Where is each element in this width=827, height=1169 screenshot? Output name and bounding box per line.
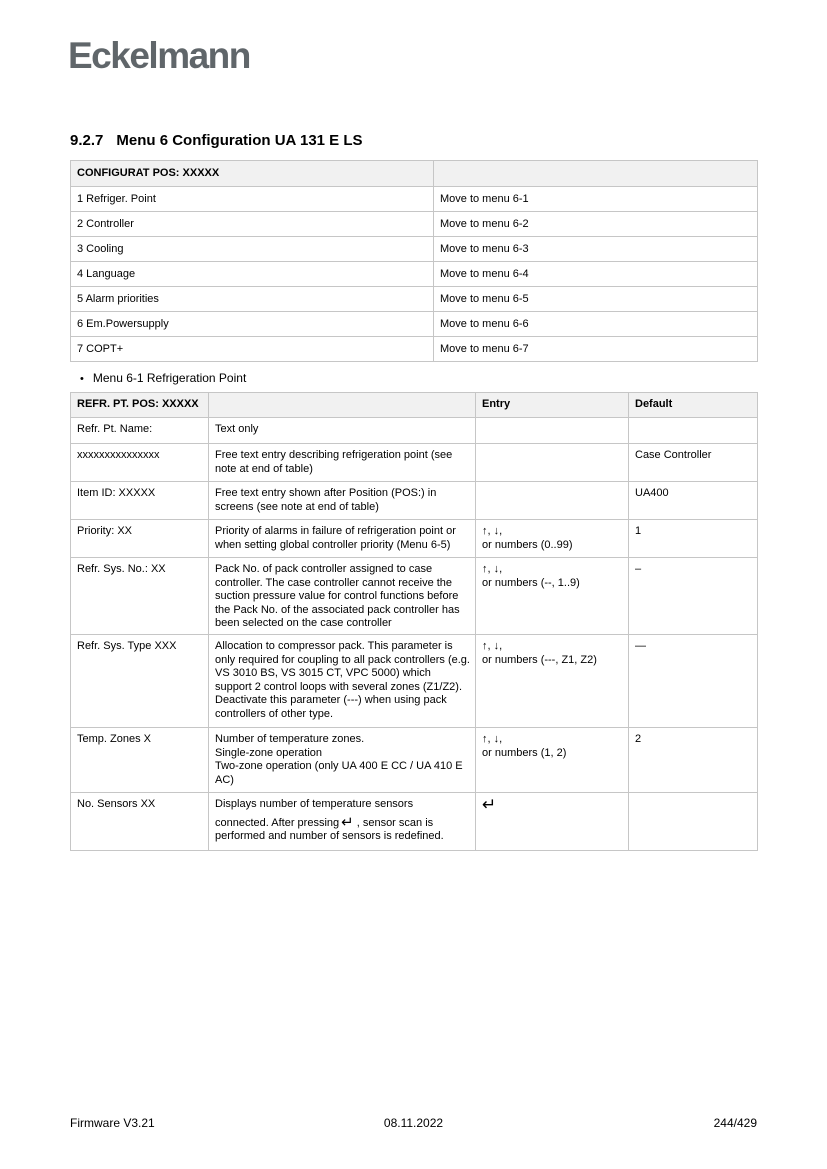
- description-line: Displays number of temperature sensors: [215, 798, 414, 810]
- param-entry: [476, 418, 629, 444]
- enter-key-icon: ↵: [482, 795, 497, 814]
- table-row: [71, 237, 758, 262]
- table-row: [71, 212, 758, 237]
- table-row: [71, 520, 758, 558]
- param-entry: [476, 793, 629, 851]
- param-entry: [476, 558, 629, 635]
- param-default: [629, 793, 758, 851]
- description-line: [215, 813, 470, 831]
- param-default: UA400: [629, 482, 758, 520]
- menu-item-action: Move to menu 6-2: [434, 212, 758, 237]
- param-default: Case Controller: [629, 444, 758, 482]
- param-description: Priority of alarms in failure of refrigeration point or when setting global controller priority (Menu 6-5): [209, 520, 476, 558]
- bullet-label: Menu 6-1 Refrigeration Point: [92, 371, 247, 385]
- table-row: [71, 558, 758, 635]
- param-name: xxxxxxxxxxxxxxx: [71, 444, 209, 482]
- description-line: Two-zone operation (only UA 400 E CC / UA 410 E AC): [215, 760, 463, 786]
- table-row: [71, 418, 758, 444]
- param-description: Free text entry shown after Position (POS:) in screens (see note at end of table): [209, 482, 476, 520]
- entry-range: or numbers (--, 1..9): [482, 576, 580, 589]
- param-name: Temp. Zones X: [71, 728, 209, 793]
- page-footer: [70, 1116, 757, 1130]
- param-default: —: [629, 635, 758, 728]
- param-entry: [476, 635, 629, 728]
- param-name: Refr. Sys. No.: XX: [71, 558, 209, 635]
- description-line: Single-zone operation: [215, 746, 323, 759]
- entry-range: or numbers (0..99): [482, 538, 573, 551]
- description-line: Number of temperature zones.: [215, 733, 365, 745]
- menu-item-action: Move to menu 6-4: [434, 262, 758, 287]
- section-number: 9.2.7: [70, 132, 104, 149]
- entry-keys: ↑, ↓,: [482, 525, 503, 537]
- config-table-header: CONFIGURAT POS: XXXXX: [71, 161, 434, 187]
- refr-table-header-entry: Entry: [476, 393, 629, 418]
- table-row: [71, 262, 758, 287]
- entry-keys: ↑, ↓,: [482, 640, 503, 652]
- table-row: [71, 793, 758, 851]
- menu-item-label: 5 Alarm priorities: [71, 287, 434, 312]
- menu-item-action: Move to menu 6-1: [434, 187, 758, 212]
- enter-key-icon: ↵: [341, 813, 354, 831]
- menu-item-action: Move to menu 6-7: [434, 337, 758, 362]
- config-table-header-row: [71, 161, 758, 187]
- table-row: [71, 635, 758, 728]
- refr-table-header-pos: REFR. PT. POS: XXXXX: [71, 393, 209, 418]
- param-entry: [476, 482, 629, 520]
- menu-item-action: Move to menu 6-6: [434, 312, 758, 337]
- section-title: Menu 6 Configuration UA 131 E LS: [116, 132, 363, 149]
- entry-keys: ↑, ↓,: [482, 733, 503, 745]
- param-description: Free text entry describing refrigeration point (see note at end of table): [209, 444, 476, 482]
- menu-item-label: 6 Em.Powersupply: [71, 312, 434, 337]
- param-entry: [476, 444, 629, 482]
- menu-item-label: 3 Cooling: [71, 237, 434, 262]
- table-row: [71, 287, 758, 312]
- table-row: [71, 187, 758, 212]
- param-description: [209, 728, 476, 793]
- param-description: Allocation to compressor pack. This parameter is only required for coupling to all pack controllers (e.g. VS 3010 BS, VS 3015 CT, VPC 5000) which support 2 control loops with several zones (Z1/Z2). Deactivate this parameter (---) when using pack controllers of other type.: [209, 635, 476, 728]
- param-default: [629, 418, 758, 444]
- menu-item-label: 7 COPT+: [71, 337, 434, 362]
- param-name: No. Sensors XX: [71, 793, 209, 851]
- refr-table-header-default: Default: [629, 393, 758, 418]
- description-line: performed and number of sensors is redefined.: [215, 830, 444, 842]
- page-date: 08.11.2022: [383, 1116, 444, 1130]
- menu-item-action: Move to menu 6-5: [434, 287, 758, 312]
- menu-item-label: 1 Refriger. Point: [71, 187, 434, 212]
- config-table-header-empty: [434, 161, 758, 187]
- menu-item-action: Move to menu 6-3: [434, 237, 758, 262]
- section-heading: [70, 132, 363, 149]
- param-name: Refr. Pt. Name:: [71, 418, 209, 444]
- description-text: , sensor scan is: [356, 816, 434, 829]
- description-text: connected. After pressing: [215, 816, 340, 829]
- refr-table-header-row: [71, 393, 758, 418]
- table-row: [71, 482, 758, 520]
- refrigeration-point-table: [70, 392, 758, 851]
- entry-range: or numbers (1, 2): [482, 746, 567, 759]
- eckelmann-logo: Eckelmann: [68, 35, 250, 76]
- param-description: Pack No. of pack controller assigned to case controller. The case controller cannot receive the suction pressure value for control functions before the Pack No. of the associated pack controller has been selected on the case controller: [209, 558, 476, 635]
- param-default: –: [629, 558, 758, 635]
- param-name: Refr. Sys. Type XXX: [71, 635, 209, 728]
- table-row: [71, 312, 758, 337]
- table-row: [71, 728, 758, 793]
- menu-item-label: 4 Language: [71, 262, 434, 287]
- page-number: 244/429: [713, 1116, 757, 1130]
- config-menu-table: [70, 160, 758, 362]
- param-description: Text only: [209, 418, 476, 444]
- param-default: 1: [629, 520, 758, 558]
- param-description: [209, 793, 476, 851]
- entry-range: or numbers (---, Z1, Z2): [482, 653, 597, 666]
- bullet-icon: •: [80, 373, 84, 385]
- table-row: [71, 444, 758, 482]
- menu-6-1-bullet: [80, 371, 246, 385]
- param-default: 2: [629, 728, 758, 793]
- param-name: Item ID: XXXXX: [71, 482, 209, 520]
- entry-keys: ↑, ↓,: [482, 563, 503, 575]
- param-entry: [476, 520, 629, 558]
- table-row: [71, 337, 758, 362]
- param-name: Priority: XX: [71, 520, 209, 558]
- menu-item-label: 2 Controller: [71, 212, 434, 237]
- refr-table-header-empty: [209, 393, 476, 418]
- firmware-version: Firmware V3.21: [70, 1116, 155, 1130]
- param-entry: [476, 728, 629, 793]
